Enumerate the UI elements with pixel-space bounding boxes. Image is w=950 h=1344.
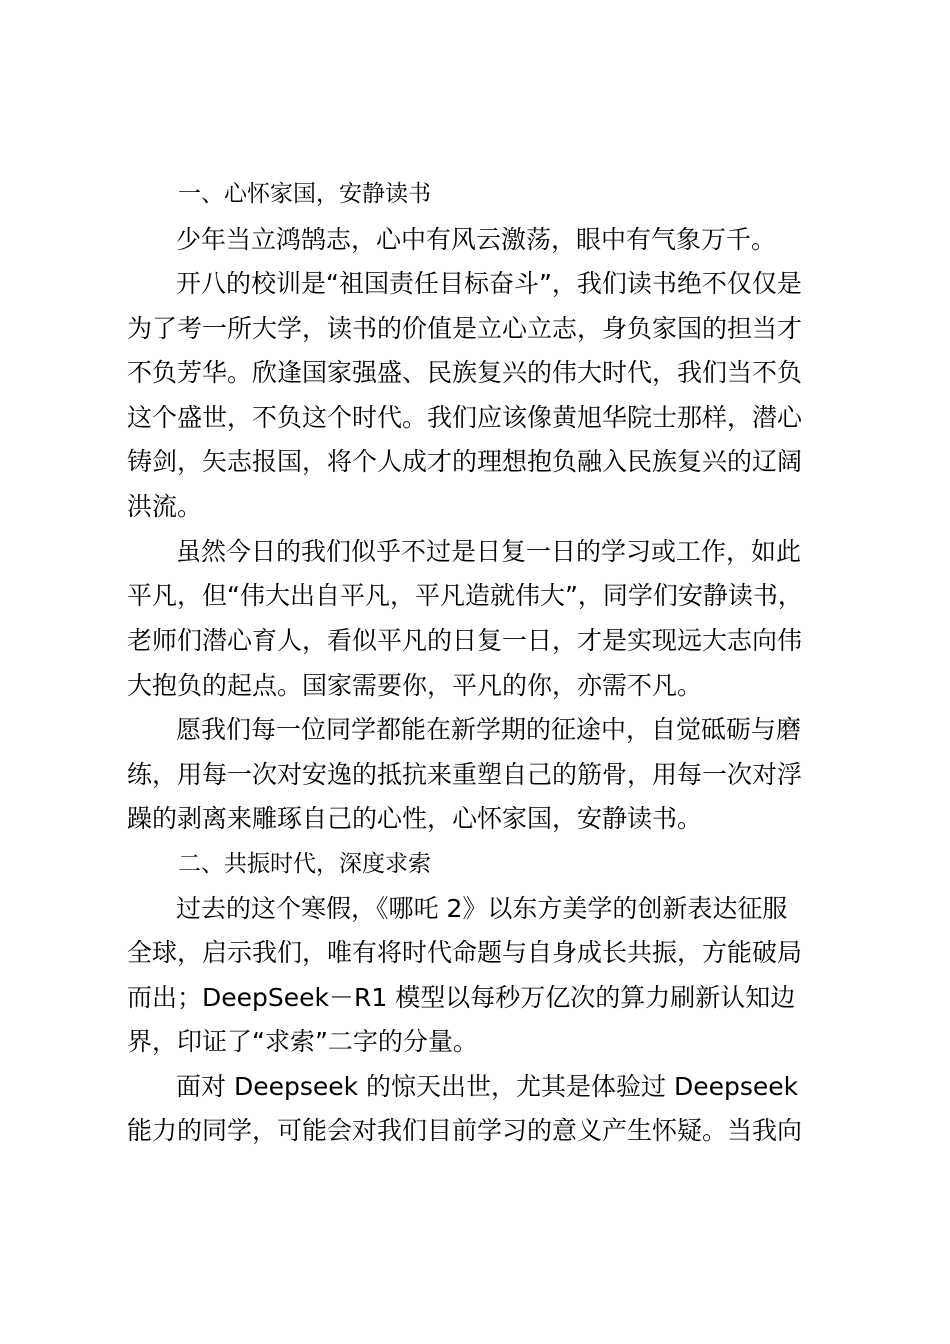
paragraph-line: 过去的这个寒假，《哪吒 2》以东方美学的创新表达征服 xyxy=(176,894,788,923)
paragraph-line: 不负芳华。欣逢国家强盛、民族复兴的伟大时代，我们当不负 xyxy=(127,358,803,387)
paragraph-line: 大抱负的起点。国家需要你，平凡的你，亦需不凡。 xyxy=(127,671,703,700)
paragraph-line: 练，用每一次对安逸的抵抗来重塑自己的筋骨，用每一次对浮 xyxy=(127,760,803,789)
paragraph-line: 愿我们每一位同学都能在新学期的征途中，自觉砥砺与磨 xyxy=(176,715,802,744)
paragraph-line: 老师们潜心育人，看似平凡的日复一日，才是实现远大志向伟 xyxy=(127,626,803,655)
section-heading: 二、共振时代，深度求索 xyxy=(178,851,431,877)
paragraph-line: 平凡，但“伟大出自平凡，平凡造就伟大”，同学们安静读书， xyxy=(127,581,803,610)
paragraph-line: 这个盛世，不负这个时代。我们应该像黄旭华院士那样，潜心 xyxy=(127,403,803,432)
paragraph-line: 洪流。 xyxy=(127,492,203,521)
paragraph-line: 铸剑，矢志报国，将个人成才的理想抱负融入民族复兴的辽阔 xyxy=(127,447,803,476)
paragraph-line: 开八的校训是“祖国责任目标奋斗”，我们读书绝不仅仅是 xyxy=(176,269,802,298)
paragraph-line: 躁的剥离来雕琢自己的心性，心怀家国，安静读书。 xyxy=(127,804,703,833)
paragraph-line: 全球，启示我们，唯有将时代命题与自身成长共振，方能破局 xyxy=(127,938,803,967)
paragraph-line: 界，印证了“求索”二字的分量。 xyxy=(127,1027,478,1056)
paragraph-line: 少年当立鸿鹄志，心中有风云激荡，眼中有气象万千。 xyxy=(176,225,777,254)
paragraph-line: 虽然今日的我们似乎不过是日复一日的学习或工作，如此 xyxy=(176,537,802,566)
paragraph-line: 面对 Deepseek 的惊天出世，尤其是体验过 Deepseek xyxy=(176,1072,799,1101)
section-heading: 一、心怀家国，安静读书 xyxy=(178,181,431,207)
paragraph-line: 为了考一所大学，读书的价值是立心立志，身负家国的担当才 xyxy=(127,314,803,343)
paragraph-line: 能力的同学，可能会对我们目前学习的意义产生怀疑。当我向 xyxy=(127,1116,803,1145)
paragraph-line: 而出；DeepSeek－R1 模型以每秒万亿次的算力刷新认知边 xyxy=(127,983,796,1012)
